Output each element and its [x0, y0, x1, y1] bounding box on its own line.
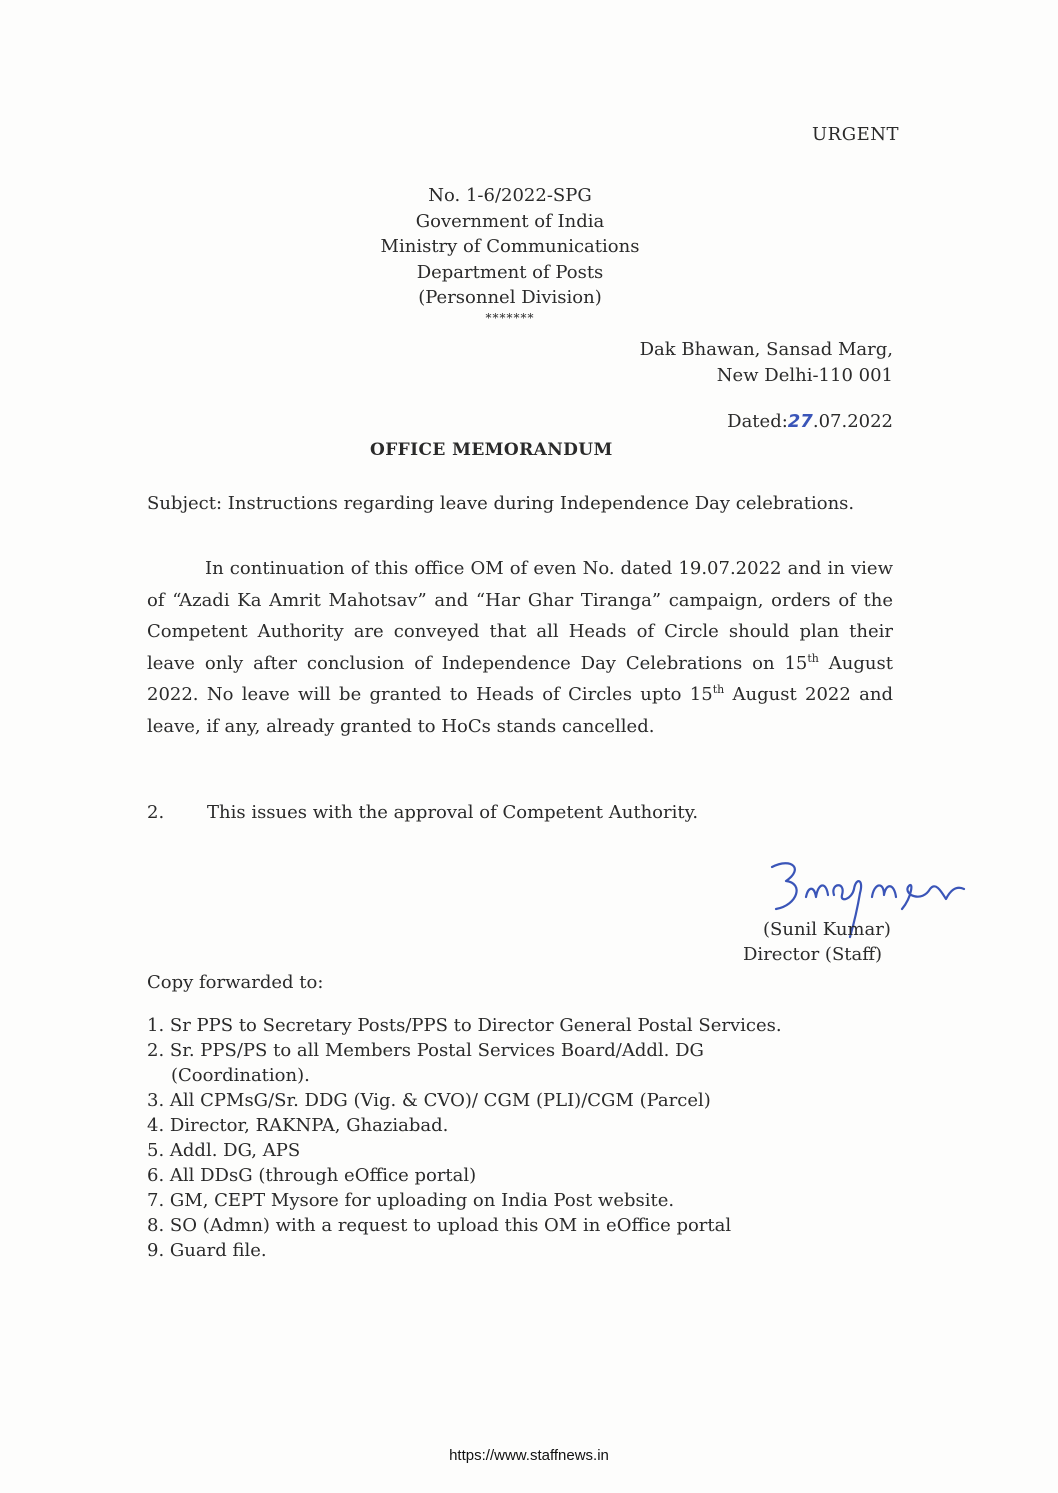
- subject-line: Subject: Instructions regarding leave during Independence Day celebrations.: [147, 493, 855, 514]
- date-line: [700, 411, 893, 432]
- signature-stroke-1: [772, 863, 797, 909]
- signatory-name: (Sunil Kumar): [763, 919, 891, 940]
- date-day-handwritten: 27: [787, 411, 813, 432]
- ministry-line: Ministry of Communications: [380, 236, 640, 257]
- list-item: 7. GM, CEPT Mysore for uploading on India Post website.: [147, 1190, 675, 1211]
- list-item: 3. All CPMsG/Sr. DDG (Vig. & CVO)/ CGM (PLI)/CGM (Parcel): [147, 1090, 711, 1111]
- paragraph-1: [147, 553, 893, 742]
- letterhead: [340, 183, 680, 324]
- signature-stroke-5: [902, 885, 964, 909]
- file-number: No. 1-6/2022-SPG: [428, 185, 592, 206]
- footer-url: https://www.staffnews.in: [449, 1447, 609, 1464]
- date-rest: .07.2022: [812, 411, 893, 432]
- department-line: Department of Posts: [416, 261, 604, 283]
- paragraph-1-text-b: August 2022. No leave will be granted to Heads of Circles upto 15: [147, 652, 893, 705]
- urgent-label: URGENT: [812, 124, 899, 145]
- list-item: 2. Sr. PPS/PS to all Members Postal Services Board/Addl. DG: [147, 1040, 704, 1061]
- list-item: 4. Director, RAKNPA, Ghaziabad.: [147, 1115, 449, 1136]
- list-item: (Coordination).: [171, 1065, 310, 1086]
- superscript-th-2: th: [712, 683, 725, 696]
- signature-stroke-2: [806, 885, 828, 897]
- paragraph-1-text-c: August 2022 and leave, if any, already granted to HoCs stands cancelled.: [147, 684, 893, 737]
- list-item: 8. SO (Admn) with a request to upload this OM in eOffice portal: [147, 1215, 732, 1236]
- paragraph-1-text-a: In continuation of this office OM of even No. dated 19.07.2022 and in view of “Azadi Ka Amrit Mahotsav” and “Har Ghar Tiranga” campaign, orders of the Competent Authority are conveyed that all Heads of Circle should plan their leave only after conclusion of Independence Day Celebrations on 15: [147, 558, 893, 674]
- paragraph-2-number: 2.: [147, 802, 165, 823]
- superscript-th-1: th: [807, 651, 819, 665]
- signatory-designation: Director (Staff): [743, 944, 883, 965]
- division-line: (Personnel Division): [418, 287, 602, 308]
- address-block: [560, 337, 893, 389]
- copy-list: [147, 1013, 782, 1263]
- list-item: 1. Sr PPS to Secretary Posts/PPS to Director General Postal Services.: [147, 1015, 782, 1036]
- address-line-1: Dak Bhawan, Sansad Marg,: [639, 339, 893, 360]
- date-label: Dated:: [727, 411, 788, 432]
- list-item: 9. Guard file.: [147, 1240, 267, 1261]
- signature-stroke-4: [872, 885, 896, 897]
- separator-stars: *******: [485, 310, 535, 325]
- list-item: 5. Addl. DG, APS: [147, 1140, 301, 1161]
- address-line-2: New Delhi-110 001: [716, 365, 893, 386]
- memo-title: OFFICE MEMORANDUM: [370, 440, 613, 460]
- copy-forwarded-label: Copy forwarded to:: [147, 972, 324, 993]
- paragraph-2-text: This issues with the approval of Competent Authority.: [207, 802, 699, 823]
- government-line: Government of India: [415, 210, 605, 232]
- list-item: 6. All DDsG (through eOffice portal): [147, 1165, 477, 1186]
